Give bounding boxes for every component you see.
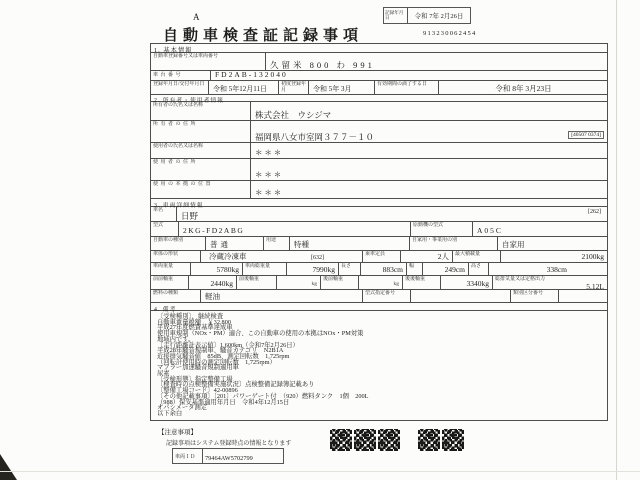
qr-code-icon xyxy=(330,429,352,451)
fuel-type-label: 燃料の種類 xyxy=(153,291,179,296)
model-row xyxy=(151,222,607,237)
section2-heading: 2. 所有者・使用者情報 xyxy=(154,98,224,104)
car-name-value: 日野 xyxy=(181,211,199,221)
chassis-number-value: FD2AB-132040 xyxy=(215,71,288,79)
length-value: 883cm xyxy=(382,265,403,274)
user-name-value: ＊ ＊ ＊ xyxy=(255,148,282,157)
corner-mark: A xyxy=(193,12,200,22)
section1-heading: 1. 基本情報 xyxy=(154,47,193,54)
first-registration-label: 初度登録年月 xyxy=(281,82,307,93)
section3-heading: 3. 車両詳細情報 xyxy=(154,203,204,209)
qr-code-icon xyxy=(442,429,464,451)
use-label: 用途 xyxy=(266,238,277,243)
section3-heading-row xyxy=(151,199,607,207)
remark-line: 使用車規制（NOx・PM）適合、この自動車の使用の本拠はNOx・PM対策地域内です。 xyxy=(157,330,364,343)
remark-line: 〔検査時の点検整備実施状況〕点検整備記録簿記載あり xyxy=(157,381,315,389)
max-load-label: 最大積載量 xyxy=(455,252,481,257)
dates-row xyxy=(151,81,607,95)
car-name-label: 車名 xyxy=(153,208,164,213)
model-label: 型式 xyxy=(153,223,164,228)
remarks-row xyxy=(151,311,607,420)
expiry-date-value: 令和 8年 3月23日 xyxy=(495,84,552,93)
owner-address-row xyxy=(151,121,607,143)
body-shape-text: 冷蔵冷凍車 xyxy=(209,252,247,261)
kind-row xyxy=(151,237,607,251)
first-registration-value: 令和 5年 3月 xyxy=(313,85,352,93)
fuel-type-value: 軽油 xyxy=(205,292,220,301)
user-address-row xyxy=(151,159,607,181)
fuel-row xyxy=(151,290,607,303)
remark-line: オパシメータ測定 xyxy=(157,404,208,412)
axle-weight-row xyxy=(151,276,607,290)
registration-number-label: 自動車登録番号又は車両番号 xyxy=(153,54,219,59)
axle-rear-rear-label: 後後軸重 xyxy=(405,277,426,282)
user-name-label: 使用者の氏名又は名称 xyxy=(153,144,204,149)
gross-weight-value: 7990kg xyxy=(312,265,335,274)
vehicle-weight-value: 5780kg xyxy=(216,265,239,274)
private-business-label: 自家用・事業用の別 xyxy=(412,238,458,243)
width-value: 249cm xyxy=(444,265,465,274)
base-location-row xyxy=(151,181,607,199)
type-designation-label: 型式指定番号 xyxy=(365,291,396,296)
remark-line: （回転計使用時の測定回転数 1,725rpm） xyxy=(157,358,276,366)
user-address-label: 使用者の住所 xyxy=(153,160,199,165)
owner-name-row xyxy=(151,102,607,121)
section4-heading: 4. 備考 xyxy=(154,307,177,313)
engine-model-value: A05C xyxy=(477,226,503,235)
capacity-value: 2人 xyxy=(437,252,449,261)
private-business-value: 自家用 xyxy=(502,240,525,249)
remark-line: 〔走行距離計表示値〕1,600km（令和7年2月26日） xyxy=(157,341,299,349)
record-date-box xyxy=(383,7,471,24)
weight-row xyxy=(151,263,607,276)
axle-front-front-value: 2440kg xyxy=(210,279,233,288)
vehicle-id-box xyxy=(172,448,284,464)
type-designation-value xyxy=(411,301,510,302)
user-name-row xyxy=(151,143,607,159)
scan-edge-line xyxy=(0,471,640,472)
use-value: 特種 xyxy=(294,240,309,249)
axle-front-front-label: 前前軸重 xyxy=(153,277,174,282)
axle-rear-front-value: kg xyxy=(393,281,399,287)
axle-rear-rear-value: 3340kg xyxy=(466,279,489,288)
remark-line: マフラー加速騒音規制適用車 xyxy=(157,364,239,372)
chassis-number-row xyxy=(151,71,607,81)
registration-date-label: 登録年月日/交付年月日 xyxy=(153,82,205,87)
qr-code-icon xyxy=(378,429,400,451)
notice-text: 記録事項はシステム登録時点の情報となります xyxy=(166,441,292,447)
scan-corner-artifact xyxy=(0,454,17,480)
class-number-value xyxy=(559,301,607,302)
document-title: 自動車検査証記録事項 xyxy=(163,28,364,44)
max-load-value: 2100kg xyxy=(581,252,604,261)
axle-front-rear-label: 前後軸重 xyxy=(239,277,260,282)
base-location-value: ＊ ＊ ＊ xyxy=(255,188,282,197)
vehicle-id-value: 79464AW5702799 xyxy=(205,455,253,462)
section1-heading-row xyxy=(151,44,607,53)
displacement-label: 総排気量又は定格出力 xyxy=(495,277,546,282)
capacity-label: 乗車定員 xyxy=(365,252,386,257)
base-location-label: 使用の本拠の位置 xyxy=(153,182,214,187)
remark-line: 〔受検形態〕指定整備工場 xyxy=(157,375,233,383)
owner-address-value: 福岡県八女市室岡３７７－１０ xyxy=(255,132,375,142)
owner-name-label: 所有者の氏名又は名称 xyxy=(153,103,204,108)
section4-heading-row xyxy=(151,303,607,311)
displacement-value: 5.12L xyxy=(586,281,604,289)
vehicle-kind-value: 普通 xyxy=(210,240,231,249)
height-label: 高さ xyxy=(471,264,482,269)
owner-name-value: 株式会社 ウシジマ xyxy=(255,110,332,120)
remark-line: 〔整備工場コード〕42-00896 xyxy=(157,387,238,395)
section2-heading-row xyxy=(151,95,607,102)
length-label: 長さ xyxy=(341,264,352,269)
axle-front-rear-value: kg xyxy=(311,281,317,287)
registration-date-value: 令和 5年12月11日 xyxy=(213,85,267,93)
user-address-value: ＊ ＊ ＊ xyxy=(255,170,282,179)
document-serial-number: 913230062454 xyxy=(423,30,477,37)
model-value: 2KG-FD2ABG xyxy=(183,226,245,235)
scan-edge-line xyxy=(616,0,617,480)
notice-heading: 【注意事項】 xyxy=(158,429,197,436)
vehicle-id-label: 車両ＩＤ xyxy=(173,449,203,463)
remark-line: 平成27年度燃費基準達成車 xyxy=(157,324,233,332)
axle-rear-front-label: 後前軸重 xyxy=(323,277,344,282)
owner-address-label: 所有者の住所 xyxy=(153,122,199,127)
class-number-label: 類別区分番号 xyxy=(513,291,544,296)
remark-line: 〔受検種別〕，継続検査 xyxy=(157,313,224,320)
remark-line: 平成28年騒音規制車、騒音カテゴリ N2B1A xyxy=(157,347,284,355)
qr-code-icon xyxy=(418,429,440,451)
car-name-row xyxy=(151,207,607,222)
width-label: 幅 xyxy=(409,264,415,269)
body-shape-code: [632] xyxy=(311,255,324,261)
remark-line: 〔その他記載事項〕〔201〕パワーゲート付 （920）燃料タンク 1個 200L （988）保安基準適用年月日 令和4年12月15日 xyxy=(157,392,375,406)
remark-line: 近接排気騒音値 85dB、測定回転数 1,725rpm xyxy=(157,352,290,360)
remark-line: 以下余白 xyxy=(157,409,183,417)
gross-weight-label: 車両総重量 xyxy=(245,264,271,269)
chassis-number-label: 車台番号 xyxy=(153,73,184,79)
vehicle-weight-label: 車両重量 xyxy=(153,264,174,269)
vehicle-kind-label: 自動車の種別 xyxy=(153,238,184,243)
remark-line: 尿素 xyxy=(157,370,170,378)
remarks-text xyxy=(151,311,607,420)
qr-code-icon xyxy=(354,429,376,451)
registration-number-row xyxy=(151,53,607,71)
owner-address-code: [40507 0374] xyxy=(568,131,604,139)
registration-number-value: 久留米 800 わ 991 xyxy=(270,60,375,70)
record-date-label: 記録年月日 xyxy=(384,8,408,23)
expiry-date-label: 有効期間の満了する日 xyxy=(377,82,428,87)
car-name-code: [262] xyxy=(588,209,601,215)
certificate-table xyxy=(150,43,608,421)
height-value: 338cm xyxy=(546,265,567,274)
body-shape-row xyxy=(151,251,607,263)
remark-line: 自動車重量税額 ￥32,800 xyxy=(157,318,231,326)
engine-model-label: 原動機の型式 xyxy=(413,223,444,228)
body-shape-label: 車体の形状 xyxy=(153,252,179,257)
record-date-value: 令和 7年 2月26日 xyxy=(414,13,464,20)
